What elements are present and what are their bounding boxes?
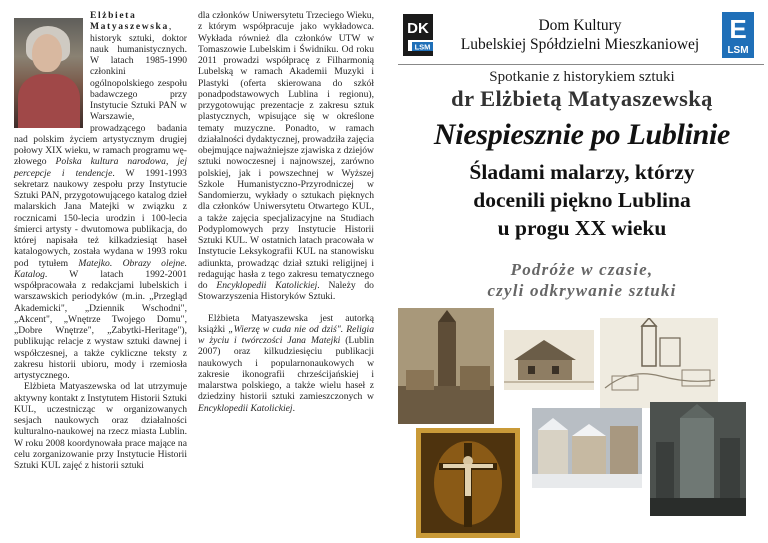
svg-text:E: E bbox=[729, 14, 747, 44]
biography-paragraph-1: Elżbieta Matyaszewska, historyk sztuki, doktor nauk humanistycznych. W latach 1985-1990 członkini ogólnopolskiego zespołu badawczego przy Instytucie Sztuki PAN w Warszawie, prowadzącego badania nad polskim życiem artystycznym drugiej połowy XIX wieku, w ramach programu wę-złowego Polska kultura narodowa, jej percepcje i tendencje. W 1991-1993 sekretarz naukowy zespołu przy Instytucie Sztuki PAN, przygotowującego katalog dzieł malarskich Jana Matejki w związku z rocznicami 150-lecia urodzin i 100-lecia śmierci artysty - dwutomowa publikacja, do której napisała też kilkadziesiąt haseł katalogowych, została wydana w 1993 roku pod tytułem Matejko. Obrazy olejne. Katalog. W latach 1992-2001 współpracowała z redakcjami lubelskich i warszawskich periodyków (m.in. „Przegląd Akademicki", „Dziennik Wschodni", „Akcent", „Wnętrze Twojego Domu", „Dobre Wnętrze", „Zabytki-Heritage"), publikując relacje z wystaw sztuki dawnej i współczesnej, a także cykliczne teksty z zakresu historii ubioru, mody i rzemiosła artystycznego. bbox=[14, 10, 187, 381]
biography-column-middle bbox=[198, 10, 374, 414]
event-subtitle: Śladami malarzy, którzy docenili piękno Lublina u progu XX wieku bbox=[469, 160, 695, 240]
svg-text:LSM: LSM bbox=[414, 42, 431, 52]
artwork-winter-street-image bbox=[532, 408, 642, 488]
biography-paragraph-2: Elżbieta Matyaszewska od lat utrzymuje aktywny kontakt z Instytutem Historii Sztuki KUL, uczestnicząc w organizowanych sesjach naukowych oraz działalności kulturalno-naukowej na rzecz miasta Lublin. W roku 2008 koordynowała prace mające na celu zorganizowanie przy Instytucie Historii Sztuki KUL zajęć z historii sztuki bbox=[14, 381, 187, 471]
e-lsm-logo bbox=[722, 12, 754, 58]
speaker-name: dr Elżbietą Matyaszewską bbox=[451, 86, 713, 111]
author-photo bbox=[14, 18, 83, 128]
organizer-name: Dom Kultury Lubelskiej Spółdzielni Mieszkaniowej bbox=[460, 17, 700, 53]
event-tagline: Podróże w czasie, czyli odkrywanie sztuki bbox=[487, 260, 677, 300]
svg-text:LSM: LSM bbox=[727, 45, 749, 56]
event-poster bbox=[396, 0, 768, 543]
artwork-old-house-image bbox=[504, 330, 594, 390]
header-divider bbox=[398, 64, 764, 65]
artwork-crucifix-image bbox=[416, 428, 520, 538]
biography-paragraph-4: Elżbieta Matyaszewska jest autorką książki „Wierzę w cuda nie od dziś". Religia w życiu i twórczości Jana Matejki (Lublin 2007) oraz kilkudziesięciu publikacji naukowych i popularnonaukowych w zakresie ikonografii chrześcijańskiej i malarstwa polskiego, a także wielu haseł z dziedziny historii sztuki zamieszczonych w Encyklopedii Katolickiej. bbox=[198, 312, 374, 414]
meeting-line: Spotkanie z historykiem sztuki bbox=[489, 69, 675, 85]
artwork-church-tower-image bbox=[398, 308, 494, 424]
dk-lsm-logo bbox=[400, 12, 436, 58]
event-title: Niespiesznie po Lublinie bbox=[433, 118, 731, 151]
artwork-castle-sketch-image bbox=[600, 318, 718, 408]
author-name: Elżbieta Matyaszewska bbox=[90, 10, 169, 33]
biography-column-left bbox=[14, 10, 187, 471]
biography-paragraph-3: dla członków Uniwersytetu Trzeciego Wieku, z którym współpracuje jako wykładowca. Wykłada również dla członków UTW w Tomaszowie Lubelskim i Świdniku. Od roku 2011 prowadzi współpracę z Filharmonią Lubelską w ramach Akademii Muzyki i Plastyki (oferta skierowana do szkół ponadpodstawowych Lublina i regionu), przygotowując prezentacje z zakresu sztuk plastycznych, wpisujące się w określone tematy muzyczne. Ponadto, w ramach działalności dydaktycznej, prowadziła zajęcia obejmujące najważniejsze zjawiska z dziejów sztuki nowoczesnej i najnowszej, zarówno polskiej, jak i powszechnej w Wyższej Szkole Humanistyczno-Przyrodniczej w Sandomierzu, wykłady o sztukach pięknych dla członków Uniwersytetu Otwartego KUL, a także zajęcia specjalizacyjne na Studiach Podyplomowych przy Instytucie Historii Sztuki KUL. W ostatnich latach pracowała w Instytucie Leksykografii KUL na stanowisku adiunkta, prowadząc dział sztuki religijnej i redagując hasła z tego zakresu tematycznego do Encyklopedii Katolickiej. Należy do Stowarzyszenia Historyków Sztuki. bbox=[198, 10, 374, 303]
artwork-church-interior-image bbox=[650, 402, 746, 516]
svg-text:DK: DK bbox=[407, 20, 429, 37]
